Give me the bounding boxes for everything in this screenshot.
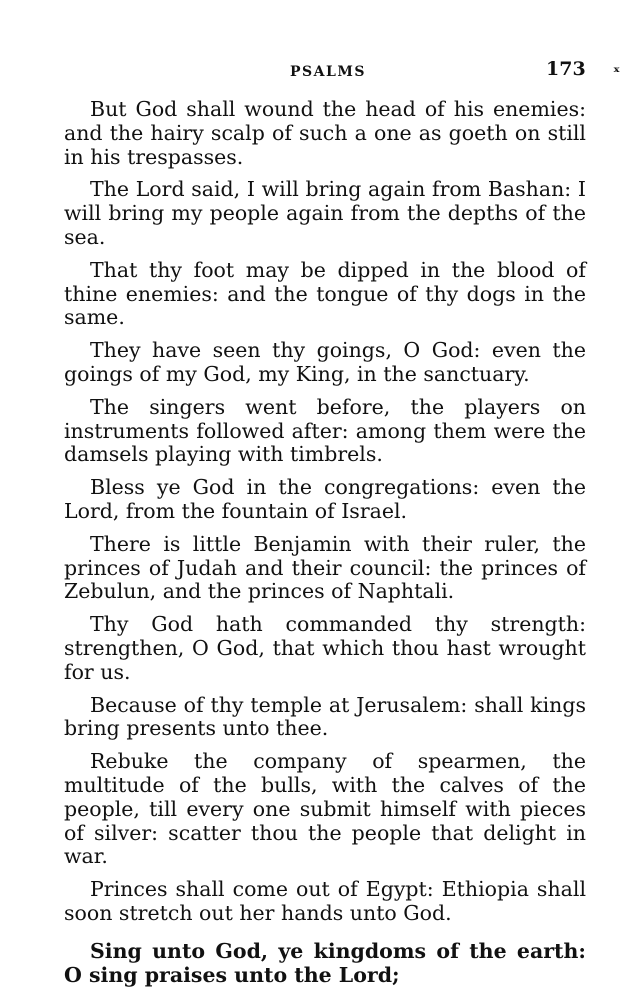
verse: They have seen thy goings, O God: even the goings of my God, my King, in the sanctuary. <box>64 338 586 386</box>
verse: Bless ye God in the congregations: even the Lord, from the fountain of Israel. <box>64 475 586 523</box>
verse: Thy God hath commanded thy strength: strengthen, O God, that which thou hast wrought for us. <box>64 612 586 684</box>
verse: Sing unto God, ye kingdoms of the earth: O sing praises unto the Lord; <box>64 938 586 987</box>
verse: That thy foot may be dipped in the blood of thine enemies: and the tongue of thy dogs in the same. <box>64 257 586 330</box>
verse: Rebuke the company of spearmen, the multitude of the bulls, with the calves of the people, till every one submit himself with pieces of silver: scatter thou the people that delight in war. <box>64 749 586 869</box>
verse: The singers went before, the players on instruments followed after: among them were the damsels playing with timbrels. <box>64 394 586 467</box>
running-head: PSALMS <box>290 64 366 80</box>
verse: But God shall wound the head of his enemies: and the hairy scalp of such a one as goeth on still in his trespasses. <box>64 97 586 169</box>
page-header <box>0 54 640 84</box>
edge-mark: ˣ <box>613 63 621 81</box>
page-number: 173 <box>546 58 586 80</box>
verse: There is little Benjamin with their ruler, the princes of Judah and their council: the princes of Zebulun, and the princes of Naphtali. <box>64 531 586 604</box>
verse: Princes shall come out of Egypt: Ethiopia shall soon stretch out her hands unto God. <box>64 877 586 925</box>
psalm-text <box>64 98 586 996</box>
verse: Because of thy temple at Jerusalem: shall kings bring presents unto thee. <box>64 692 586 741</box>
verse: The Lord said, I will bring again from Bashan: I will bring my people again from the depths of the sea. <box>64 177 586 249</box>
